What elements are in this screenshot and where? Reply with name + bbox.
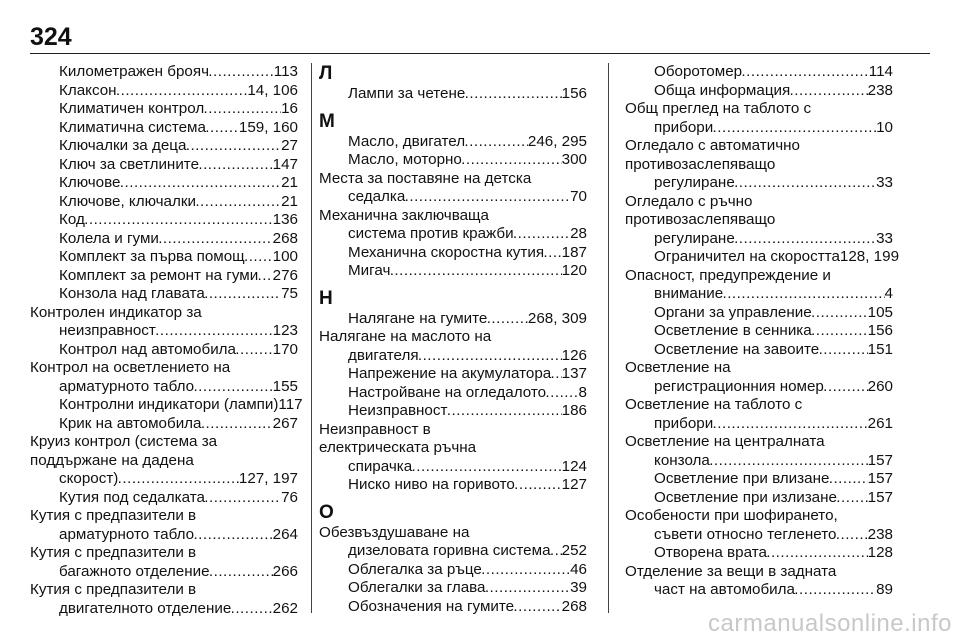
page-reference: 159, 160 (238, 118, 298, 136)
dot-leader (486, 579, 571, 598)
index-entry (30, 341, 298, 360)
page-reference: 300 (561, 151, 587, 168)
index-entry-text: Общ преглед на таблото с (625, 100, 812, 117)
dot-leader (405, 188, 570, 207)
index-entry (30, 137, 298, 156)
index-entry-text: Обозначения на гумите (348, 597, 515, 615)
page-reference: 4 (884, 285, 893, 302)
dot-leader (390, 262, 561, 281)
page-reference: 252 (561, 542, 587, 559)
index-entry (30, 285, 298, 304)
index-entry-text: Неизправност в (319, 420, 431, 438)
dot-leader (482, 561, 570, 580)
index-entry-text: Масло, моторно (348, 151, 462, 168)
dot-leader (412, 458, 561, 477)
index-entry (319, 85, 587, 104)
dot-leader (790, 82, 867, 101)
dot-leader (118, 470, 239, 489)
index-entry-text: конзола (654, 451, 710, 469)
dot-leader (209, 63, 274, 82)
index-entry-text: Контрол на осветлението на (30, 359, 231, 376)
index-entry (625, 359, 893, 396)
index-entry-text: Облегалки за глава (348, 579, 486, 596)
index-entry-text: Опасност, предупреждение и (625, 266, 831, 284)
index-entry (319, 365, 587, 384)
index-entry-text: Контролни индикатори (лампи) (59, 396, 279, 413)
index-entry-text: Конзола над главата (59, 285, 205, 302)
index-entry-text: Колела и гуми (59, 229, 159, 247)
index-entry-text: система против кражби (348, 225, 514, 242)
page-reference: 117 (278, 396, 303, 413)
index-entry-text: Места за поставяне на детска (319, 169, 532, 187)
index-entry-text: Настройване на огледалото (348, 383, 547, 401)
index-letter-heading: Н (319, 287, 333, 309)
page-reference: 264 (272, 525, 298, 543)
column-divider-1 (311, 63, 312, 613)
page-reference: 136 (272, 211, 298, 228)
index-entry (319, 402, 587, 421)
index-entry-text: Кутия с предпазители в (30, 507, 197, 524)
index-entry (30, 396, 303, 415)
page-reference: 151 (867, 340, 893, 358)
dot-leader (735, 230, 876, 249)
index-entry-text: противозаслепяващо (625, 211, 776, 228)
index-entry (625, 100, 893, 137)
index-entry-text: багажното отделение (59, 562, 210, 580)
index-entry-text: Круиз контрол (система за (30, 433, 218, 450)
index-entry-text: Мигач (348, 262, 391, 279)
page-reference: 268 (272, 229, 298, 247)
index-entry (30, 119, 298, 138)
index-entry (319, 561, 587, 580)
page-reference: 124 (561, 457, 587, 475)
index-entry-text: Осветление на завоите (654, 340, 820, 358)
index-entry-text: Лампи за четене (348, 85, 466, 102)
page-reference: 89 (876, 581, 893, 598)
index-entry-text: Ключ за светлините (59, 155, 200, 173)
index-entry (30, 100, 298, 119)
dot-leader (117, 82, 248, 101)
dot-leader (551, 542, 562, 561)
page-reference: 14, 106 (247, 81, 298, 99)
page-reference: 238 (867, 81, 893, 99)
dot-leader (419, 347, 562, 366)
index-entry (625, 82, 893, 101)
dot-leader (819, 341, 867, 360)
page-reference: 33 (876, 174, 893, 191)
page-reference: 113 (273, 63, 298, 80)
index-entry (319, 310, 587, 329)
index-letter-heading: Л (319, 63, 333, 84)
dot-leader (204, 100, 281, 119)
index-entry (30, 581, 298, 618)
index-entry-text: Механична скоростна кутия (348, 243, 545, 261)
index-entry (30, 489, 298, 508)
page-reference: 123 (272, 322, 298, 339)
index-entry (319, 384, 587, 403)
index-entry-text: Ограничител на скоростта (654, 248, 840, 265)
index-entry-text: Осветление на централната (625, 433, 825, 450)
dot-leader (723, 285, 884, 304)
dot-leader (812, 304, 868, 323)
watermark: carmanualsonline.info (708, 610, 952, 637)
index-column-3 (625, 63, 900, 600)
index-entry-text: Километражен брояч (59, 63, 209, 80)
index-entry-text: част на автомобила (654, 581, 795, 598)
index-entry-text: двигателното отделение (59, 599, 232, 617)
page-reference: 8 (578, 383, 587, 401)
index-entry (30, 433, 298, 489)
page-reference: 157 (867, 488, 893, 506)
page-reference: 261 (867, 414, 893, 432)
dot-leader (514, 225, 571, 244)
dot-leader (194, 526, 273, 545)
dot-leader (710, 452, 868, 471)
index-entry (319, 524, 587, 561)
index-entry-text: Осветление при влизане (654, 470, 830, 487)
index-entry-text: Ключове (59, 174, 121, 191)
dot-leader (194, 378, 273, 397)
index-entry-text: Кутия под седалката (59, 488, 205, 506)
index-column-1 (30, 63, 303, 618)
index-entry-text: регулиране (654, 174, 735, 191)
page-reference: 126 (561, 346, 587, 364)
dot-leader (205, 489, 281, 508)
page-reference: 16 (281, 100, 298, 117)
index-entry (30, 415, 298, 434)
index-entry (319, 476, 587, 495)
index-entry-text: седалка (348, 188, 406, 205)
dot-leader (742, 63, 869, 82)
page-reference: 114 (868, 63, 893, 80)
index-letter-heading: О (319, 501, 334, 523)
index-entry-text: Налягане на гумите (348, 309, 488, 327)
index-entry-text: Отворена врата (654, 544, 767, 561)
dot-leader (258, 267, 272, 286)
index-entry (319, 579, 587, 598)
index-entry (30, 156, 298, 175)
index-entry-text: Налягане на маслото на (319, 328, 492, 345)
dot-leader (713, 119, 876, 138)
index-entry (30, 230, 298, 249)
index-entry (30, 507, 298, 544)
dot-leader (795, 581, 876, 600)
index-entry-text: Облегалка за ръце (348, 560, 482, 578)
index-entry (625, 193, 893, 249)
index-entry-text: Климатична система (59, 118, 206, 136)
index-entry-text: Ключалки за деца (59, 137, 187, 154)
index-entry (625, 433, 893, 470)
index-entry-text: Код (59, 211, 85, 228)
index-entry (625, 304, 893, 323)
page-reference: 76 (281, 488, 298, 506)
index-entry-text: Обща информация (654, 81, 791, 99)
dot-leader (465, 85, 561, 104)
index-entry (30, 211, 298, 230)
index-entry (319, 244, 587, 263)
dot-leader (836, 526, 867, 545)
index-entry-text: прибори (654, 118, 714, 136)
page-reference: 170 (272, 340, 298, 358)
index-entry-text: Масло, двигател (348, 132, 466, 150)
dot-leader (210, 563, 273, 582)
page-reference: 21 (281, 174, 298, 191)
index-entry (30, 193, 298, 212)
page-reference: 137 (561, 365, 587, 382)
page-reference: 262 (272, 599, 298, 617)
page-reference: 100 (272, 248, 298, 265)
page-reference: 28 (570, 225, 587, 242)
index-entry (319, 151, 587, 170)
index-entry-text: Контрол над автомобила (59, 340, 236, 358)
page-reference: 10 (876, 118, 893, 136)
index-entry (30, 63, 298, 82)
index-entry-text: Кутия с предпазители в (30, 544, 197, 561)
page-reference: 70 (570, 188, 587, 205)
index-entry-text: Кутия с предпазители в (30, 581, 197, 598)
index-entry-text: арматурното табло (59, 525, 195, 543)
index-entry-text: Климатичен контрол (59, 100, 205, 117)
dot-leader (205, 285, 281, 304)
index-entry-text: електрическата ръчна (319, 439, 477, 456)
index-entry (30, 82, 298, 101)
dot-leader (812, 322, 868, 341)
index-entry (30, 174, 298, 193)
dot-leader (245, 248, 273, 267)
index-entry-text: противозаслепяващо (625, 155, 776, 173)
index-column-2 (319, 63, 587, 616)
index-entry-text: Напрежение на акумулатора (348, 365, 552, 382)
index-entry-text: Комплект за първа помощ (59, 248, 245, 265)
index-entry (625, 267, 893, 304)
page-reference: 276 (272, 266, 298, 284)
index-entry (319, 170, 587, 207)
index-entry (625, 341, 893, 360)
dot-leader (514, 598, 562, 617)
page-reference: 39 (570, 579, 587, 596)
dot-leader (120, 174, 281, 193)
page-reference: 268, 309 (527, 309, 587, 327)
index-entry (625, 470, 893, 489)
index-entry-text: поддържане на дадена (30, 451, 194, 469)
page-reference: 267 (272, 414, 298, 432)
index-entry-text: Огледало с автоматично (625, 137, 800, 154)
index-entry (319, 598, 587, 617)
index-entry-text: съвети относно тегленето (654, 525, 837, 543)
index-entry-text: неизправност (59, 322, 156, 339)
page-reference: 33 (876, 229, 893, 247)
page-reference: 120 (561, 262, 587, 279)
dot-leader (447, 402, 561, 421)
dot-leader (829, 470, 867, 489)
dot-leader (206, 119, 239, 138)
dot-leader (159, 230, 273, 249)
index-entry (30, 304, 298, 341)
index-entry (319, 421, 587, 477)
dot-leader (231, 600, 272, 619)
index-entry-text: Контролен индикатор за (30, 303, 202, 321)
index-entry (319, 207, 587, 244)
dot-leader (713, 415, 867, 434)
page-reference: 266 (272, 562, 298, 580)
page-reference: 155 (272, 377, 298, 395)
index-entry (30, 544, 298, 581)
dot-leader (551, 365, 561, 384)
index-entry-text: Крик на автомобила (59, 414, 202, 432)
dot-leader (85, 211, 273, 230)
index-entry-text: регулиране (654, 229, 735, 247)
page-reference: 27 (281, 137, 298, 154)
dot-leader (837, 489, 868, 508)
index-entry (625, 489, 893, 508)
index-entry-text: Ключове, ключалки (59, 192, 196, 210)
page-reference: 157 (867, 470, 893, 487)
index-entry-text: Осветление при излизане (654, 488, 837, 506)
dot-leader (546, 384, 578, 403)
index-entry-text: Осветление на (625, 359, 731, 376)
page-reference: 75 (281, 285, 298, 302)
index-entry (625, 544, 893, 563)
dot-leader (199, 156, 273, 175)
page-reference: 187 (561, 243, 587, 261)
page-reference: 128, 199 (839, 248, 900, 265)
index-entry (30, 248, 298, 267)
page-reference: 156 (561, 85, 587, 102)
dot-leader (767, 544, 868, 563)
index-entry (319, 262, 587, 281)
index-entry-text: внимание (654, 285, 724, 302)
page-reference: 157 (867, 451, 893, 469)
index-entry (30, 267, 298, 286)
index-entry-text: Отделение за вещи в задната (625, 562, 837, 580)
index-entry-text: арматурното табло (59, 377, 195, 395)
dot-leader (202, 415, 273, 434)
index-entry-text: Оборотомер (654, 63, 743, 80)
header-rule (30, 53, 930, 54)
index-entry-text: Обезвъздушаване на (319, 523, 470, 541)
index-entry (625, 248, 900, 267)
dot-leader (186, 137, 281, 156)
page-reference: 268 (561, 597, 587, 615)
index-letter-heading: М (319, 110, 335, 132)
index-entry-text: двигателя (348, 346, 419, 364)
index-entry-text: Комплект за ремонт на гуми (59, 266, 259, 284)
index-entry-text: Механична заключваща (319, 206, 489, 224)
index-entry (625, 322, 893, 341)
page-reference: 246, 295 (527, 132, 587, 150)
page-number: 324 (30, 23, 72, 51)
page-reference: 260 (867, 377, 893, 395)
index-entry-text: Особености при шофирането, (625, 507, 838, 524)
index-entry (319, 328, 587, 365)
page-reference: 21 (281, 192, 298, 210)
index-entry-text: Осветление в сенника (654, 322, 812, 339)
page-reference: 238 (867, 525, 893, 543)
page-reference: 147 (272, 155, 298, 173)
index-entry-text: Клаксон (59, 81, 117, 99)
index-entry (625, 63, 893, 82)
dot-leader (236, 341, 273, 360)
dot-leader (156, 322, 273, 341)
page-reference: 127 (561, 476, 587, 493)
index-entry-text: спирачка (348, 457, 413, 475)
index-entry-text: Неизправност (348, 402, 448, 419)
index-entry-text: Огледало с ръчно (625, 192, 753, 210)
index-entry-text: Ниско ниво на горивото (348, 476, 515, 493)
dot-leader (735, 174, 876, 193)
dot-leader (515, 476, 562, 495)
index-entry (625, 137, 893, 193)
dot-leader (196, 193, 281, 212)
index-entry (625, 507, 893, 544)
index-entry (30, 359, 298, 396)
dot-leader (462, 151, 562, 170)
index-entry-text: дизеловата горивна система (348, 542, 551, 559)
column-divider-2 (608, 63, 609, 613)
index-entry (319, 133, 587, 152)
index-entry-text: регистрационния номер (654, 377, 824, 395)
index-entry (625, 563, 893, 600)
index-entry-text: прибори (654, 414, 714, 432)
page-reference: 46 (570, 560, 587, 578)
index-entry-text: скорост) (59, 470, 119, 487)
page-reference: 128 (867, 544, 893, 561)
dot-leader (824, 378, 868, 397)
index-entry-text: Органи за управление (654, 303, 812, 321)
dot-leader (544, 244, 562, 263)
dot-leader (465, 133, 528, 152)
page-reference: 156 (867, 322, 893, 339)
index-entry (625, 396, 893, 433)
page-reference: 186 (561, 402, 587, 419)
page-reference: 127, 197 (238, 470, 298, 487)
dot-leader (487, 310, 527, 329)
index-entry-text: Осветление на таблото с (625, 396, 803, 413)
page-reference: 105 (867, 303, 893, 321)
